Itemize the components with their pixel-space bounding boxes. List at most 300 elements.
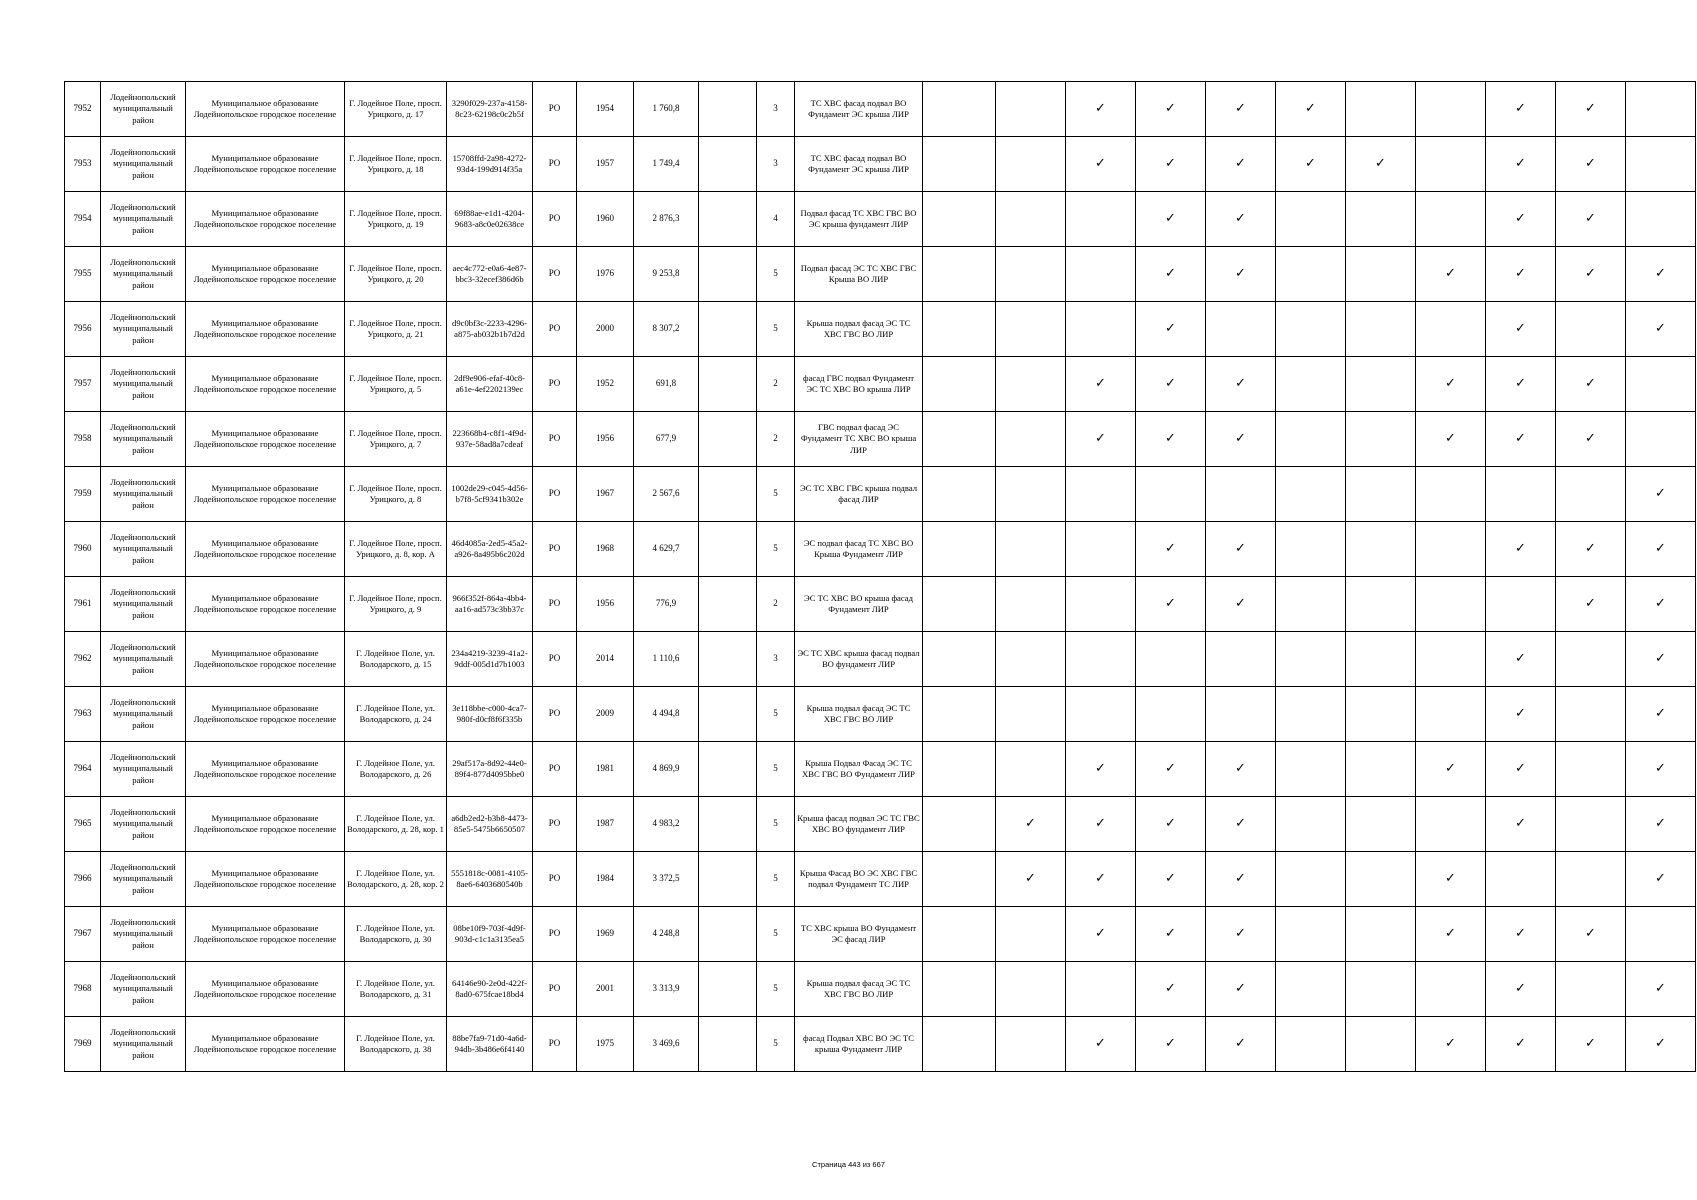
empty-check-cell bbox=[1276, 247, 1346, 302]
empty-check-cell bbox=[1556, 797, 1626, 852]
municipality-cell: Муниципальное образование Лодейнопольское городское поселение bbox=[186, 577, 345, 632]
district-cell: Лодейнопольский муниципальный район bbox=[101, 907, 186, 962]
guid-cell: 88be7fa9-71d0-4a6d-94db-3b486e6f4140 bbox=[447, 1017, 533, 1072]
area-cell: 677,9 bbox=[634, 412, 699, 467]
address-cell: Г. Лодейное Поле, ул. Володарского, д. 28, кор. 1 bbox=[345, 797, 447, 852]
address-cell: Г. Лодейное Поле, ул. Володарского, д. 28, кор. 2 bbox=[345, 852, 447, 907]
empty-check-cell bbox=[996, 632, 1066, 687]
row-id: 7964 bbox=[65, 742, 101, 797]
check-mark-cell: ✓ bbox=[1486, 82, 1556, 137]
empty-check-cell bbox=[1346, 797, 1416, 852]
floors-cell: 5 bbox=[757, 797, 795, 852]
empty-check-cell bbox=[1416, 687, 1486, 742]
table-row bbox=[65, 632, 1696, 687]
works-cell: ГВС подвал фасад ЭС Фундамент ТС ХВС ВО крыша ЛИР bbox=[795, 412, 923, 467]
municipality-cell: Муниципальное образование Лодейнопольское городское поселение bbox=[186, 962, 345, 1017]
empty-check-cell bbox=[996, 247, 1066, 302]
empty-check-cell bbox=[1066, 192, 1136, 247]
row-id: 7955 bbox=[65, 247, 101, 302]
check-mark-cell: ✓ bbox=[1136, 962, 1206, 1017]
empty-check-cell bbox=[1346, 247, 1416, 302]
check-mark-cell: ✓ bbox=[1486, 302, 1556, 357]
municipality-cell: Муниципальное образование Лодейнопольское городское поселение bbox=[186, 797, 345, 852]
guid-cell: 69f88ae-e1d1-4204-9683-a8c0e02638ce bbox=[447, 192, 533, 247]
empty-cell bbox=[699, 742, 757, 797]
empty-cell bbox=[923, 192, 996, 247]
empty-check-cell bbox=[1486, 467, 1556, 522]
guid-cell: a6db2ed2-b3b8-4473-85e5-5475b6650507 bbox=[447, 797, 533, 852]
address-cell: Г. Лодейное Поле, просп. Урицкого, д. 9 bbox=[345, 577, 447, 632]
guid-cell: 08be10f9-703f-4d9f-903d-c1c1a3135ea5 bbox=[447, 907, 533, 962]
check-mark-cell: ✓ bbox=[1346, 137, 1416, 192]
check-mark-cell: ✓ bbox=[1206, 192, 1276, 247]
row-id: 7963 bbox=[65, 687, 101, 742]
empty-check-cell bbox=[1136, 632, 1206, 687]
check-mark-cell: ✓ bbox=[1486, 632, 1556, 687]
check-mark-cell: ✓ bbox=[1136, 522, 1206, 577]
row-id: 7969 bbox=[65, 1017, 101, 1072]
row-id: 7962 bbox=[65, 632, 101, 687]
empty-check-cell bbox=[1276, 632, 1346, 687]
address-cell: Г. Лодейное Поле, ул. Володарского, д. 26 bbox=[345, 742, 447, 797]
year-cell: 1954 bbox=[577, 82, 634, 137]
year-cell: 2000 bbox=[577, 302, 634, 357]
empty-check-cell bbox=[1276, 962, 1346, 1017]
program-cell: РО bbox=[533, 467, 577, 522]
district-cell: Лодейнопольский муниципальный район bbox=[101, 412, 186, 467]
year-cell: 1981 bbox=[577, 742, 634, 797]
empty-check-cell bbox=[1206, 467, 1276, 522]
empty-check-cell bbox=[1346, 1017, 1416, 1072]
floors-cell: 5 bbox=[757, 467, 795, 522]
address-cell: Г. Лодейное Поле, просп. Урицкого, д. 20 bbox=[345, 247, 447, 302]
year-cell: 1960 bbox=[577, 192, 634, 247]
empty-check-cell bbox=[1066, 467, 1136, 522]
district-cell: Лодейнопольский муниципальный район bbox=[101, 1017, 186, 1072]
empty-check-cell bbox=[996, 907, 1066, 962]
check-mark-cell: ✓ bbox=[1556, 247, 1626, 302]
works-cell: Крыша Подвал Фасад ЭС ТС ХВС ГВС ВО Фундамент ЛИР bbox=[795, 742, 923, 797]
district-cell: Лодейнопольский муниципальный район bbox=[101, 632, 186, 687]
table-row bbox=[65, 1017, 1696, 1072]
program-cell: РО bbox=[533, 852, 577, 907]
floors-cell: 5 bbox=[757, 302, 795, 357]
empty-check-cell bbox=[1416, 522, 1486, 577]
check-mark-cell: ✓ bbox=[1136, 907, 1206, 962]
area-cell: 8 307,2 bbox=[634, 302, 699, 357]
check-mark-cell: ✓ bbox=[1136, 302, 1206, 357]
year-cell: 1969 bbox=[577, 907, 634, 962]
check-mark-cell: ✓ bbox=[1066, 797, 1136, 852]
empty-check-cell bbox=[1626, 137, 1696, 192]
page-number: Страница 443 из 667 bbox=[812, 1160, 885, 1169]
program-cell: РО bbox=[533, 412, 577, 467]
floors-cell: 5 bbox=[757, 852, 795, 907]
program-cell: РО bbox=[533, 137, 577, 192]
check-mark-cell: ✓ bbox=[1486, 192, 1556, 247]
empty-check-cell bbox=[1066, 247, 1136, 302]
area-cell: 1 110,6 bbox=[634, 632, 699, 687]
empty-check-cell bbox=[1066, 577, 1136, 632]
program-cell: РО bbox=[533, 522, 577, 577]
address-cell: Г. Лодейное Поле, просп. Урицкого, д. 7 bbox=[345, 412, 447, 467]
year-cell: 1957 bbox=[577, 137, 634, 192]
check-mark-cell: ✓ bbox=[1486, 797, 1556, 852]
check-mark-cell: ✓ bbox=[1486, 1017, 1556, 1072]
municipality-cell: Муниципальное образование Лодейнопольское городское поселение bbox=[186, 742, 345, 797]
check-mark-cell: ✓ bbox=[1556, 907, 1626, 962]
area-cell: 4 983,2 bbox=[634, 797, 699, 852]
empty-cell bbox=[923, 907, 996, 962]
municipality-cell: Муниципальное образование Лодейнопольское городское поселение bbox=[186, 852, 345, 907]
empty-check-cell bbox=[1556, 302, 1626, 357]
year-cell: 1952 bbox=[577, 357, 634, 412]
address-cell: Г. Лодейное Поле, просп. Урицкого, д. 19 bbox=[345, 192, 447, 247]
empty-cell bbox=[699, 192, 757, 247]
empty-cell bbox=[923, 962, 996, 1017]
floors-cell: 5 bbox=[757, 962, 795, 1017]
row-id: 7957 bbox=[65, 357, 101, 412]
empty-cell bbox=[923, 577, 996, 632]
empty-check-cell bbox=[1556, 467, 1626, 522]
check-mark-cell: ✓ bbox=[1206, 742, 1276, 797]
table-row bbox=[65, 467, 1696, 522]
address-cell: Г. Лодейное Поле, ул. Володарского, д. 24 bbox=[345, 687, 447, 742]
empty-check-cell bbox=[1276, 577, 1346, 632]
empty-check-cell bbox=[1346, 687, 1416, 742]
check-mark-cell: ✓ bbox=[1206, 412, 1276, 467]
area-cell: 1 760,8 bbox=[634, 82, 699, 137]
address-cell: Г. Лодейное Поле, ул. Володарского, д. 31 bbox=[345, 962, 447, 1017]
check-mark-cell: ✓ bbox=[1486, 907, 1556, 962]
empty-check-cell bbox=[1346, 302, 1416, 357]
guid-cell: 234a4219-3239-41a2-9ddf-005d1d7b1003 bbox=[447, 632, 533, 687]
empty-check-cell bbox=[1346, 192, 1416, 247]
check-mark-cell: ✓ bbox=[1206, 82, 1276, 137]
area-cell: 2 567,6 bbox=[634, 467, 699, 522]
empty-cell bbox=[923, 852, 996, 907]
empty-cell bbox=[699, 797, 757, 852]
empty-check-cell bbox=[996, 357, 1066, 412]
floors-cell: 3 bbox=[757, 632, 795, 687]
district-cell: Лодейнопольский муниципальный район bbox=[101, 577, 186, 632]
empty-check-cell bbox=[1276, 687, 1346, 742]
empty-check-cell bbox=[1346, 742, 1416, 797]
empty-check-cell bbox=[996, 962, 1066, 1017]
empty-check-cell bbox=[1346, 467, 1416, 522]
check-mark-cell: ✓ bbox=[1136, 412, 1206, 467]
empty-check-cell bbox=[1276, 522, 1346, 577]
check-mark-cell: ✓ bbox=[1066, 852, 1136, 907]
check-mark-cell: ✓ bbox=[1206, 907, 1276, 962]
table-row bbox=[65, 852, 1696, 907]
guid-cell: aec4c772-e0a6-4e87-bbc3-32ecef386d6b bbox=[447, 247, 533, 302]
table-row bbox=[65, 522, 1696, 577]
program-cell: РО bbox=[533, 1017, 577, 1072]
empty-check-cell bbox=[1626, 192, 1696, 247]
check-mark-cell: ✓ bbox=[1626, 742, 1696, 797]
empty-check-cell bbox=[1346, 357, 1416, 412]
floors-cell: 5 bbox=[757, 907, 795, 962]
year-cell: 1967 bbox=[577, 467, 634, 522]
empty-cell bbox=[699, 357, 757, 412]
empty-check-cell bbox=[1346, 82, 1416, 137]
check-mark-cell: ✓ bbox=[1206, 522, 1276, 577]
empty-check-cell bbox=[1346, 522, 1416, 577]
works-cell: Крыша фасад подвал ЭС ТС ГВС ХВС ВО фундамент ЛИР bbox=[795, 797, 923, 852]
works-cell: ТС ХВС крыша ВО Фундамент ЭС фасад ЛИР bbox=[795, 907, 923, 962]
check-mark-cell: ✓ bbox=[1206, 852, 1276, 907]
year-cell: 1956 bbox=[577, 577, 634, 632]
year-cell: 1984 bbox=[577, 852, 634, 907]
municipality-cell: Муниципальное образование Лодейнопольское городское поселение bbox=[186, 1017, 345, 1072]
municipality-cell: Муниципальное образование Лодейнопольское городское поселение bbox=[186, 632, 345, 687]
municipality-cell: Муниципальное образование Лодейнопольское городское поселение bbox=[186, 412, 345, 467]
district-cell: Лодейнопольский муниципальный район bbox=[101, 467, 186, 522]
district-cell: Лодейнопольский муниципальный район bbox=[101, 852, 186, 907]
empty-check-cell bbox=[1416, 797, 1486, 852]
check-mark-cell: ✓ bbox=[1136, 577, 1206, 632]
works-cell: ЭС подвал фасад ТС ХВС ВО Крыша Фундамент ЛИР bbox=[795, 522, 923, 577]
municipality-cell: Муниципальное образование Лодейнопольское городское поселение bbox=[186, 192, 345, 247]
empty-check-cell bbox=[1346, 907, 1416, 962]
row-id: 7961 bbox=[65, 577, 101, 632]
check-mark-cell: ✓ bbox=[1626, 632, 1696, 687]
check-mark-cell: ✓ bbox=[1066, 137, 1136, 192]
guid-cell: 46d4085a-2ed5-45a2-a926-8a495b6c202d bbox=[447, 522, 533, 577]
empty-check-cell bbox=[1556, 687, 1626, 742]
check-mark-cell: ✓ bbox=[1626, 797, 1696, 852]
check-mark-cell: ✓ bbox=[1486, 522, 1556, 577]
row-id: 7967 bbox=[65, 907, 101, 962]
table-row bbox=[65, 797, 1696, 852]
area-cell: 9 253,8 bbox=[634, 247, 699, 302]
area-cell: 2 876,3 bbox=[634, 192, 699, 247]
floors-cell: 5 bbox=[757, 687, 795, 742]
works-cell: фасад Подвал ХВС ВО ЭС ТС крыша Фундамент ЛИР bbox=[795, 1017, 923, 1072]
check-mark-cell: ✓ bbox=[1206, 797, 1276, 852]
empty-check-cell bbox=[1276, 467, 1346, 522]
empty-check-cell bbox=[1206, 632, 1276, 687]
municipality-cell: Муниципальное образование Лодейнопольское городское поселение bbox=[186, 302, 345, 357]
municipality-cell: Муниципальное образование Лодейнопольское городское поселение bbox=[186, 137, 345, 192]
area-cell: 1 749,4 bbox=[634, 137, 699, 192]
empty-check-cell bbox=[1066, 302, 1136, 357]
guid-cell: 223668b4-c8f1-4f9d-937e-58ad8a7cdeaf bbox=[447, 412, 533, 467]
program-cell: РО bbox=[533, 302, 577, 357]
municipality-cell: Муниципальное образование Лодейнопольское городское поселение bbox=[186, 82, 345, 137]
empty-check-cell bbox=[1416, 137, 1486, 192]
table-row bbox=[65, 192, 1696, 247]
empty-cell bbox=[699, 467, 757, 522]
district-cell: Лодейнопольский муниципальный район bbox=[101, 192, 186, 247]
year-cell: 1987 bbox=[577, 797, 634, 852]
works-cell: фасад ГВС подвал Фундамент ЭС ТС ХВС ВО крыша ЛИР bbox=[795, 357, 923, 412]
empty-check-cell bbox=[996, 302, 1066, 357]
empty-check-cell bbox=[1416, 467, 1486, 522]
works-cell: Крыша подвал фасад ЭС ТС ХВС ГВС ВО ЛИР bbox=[795, 687, 923, 742]
table-row bbox=[65, 302, 1696, 357]
row-id: 7956 bbox=[65, 302, 101, 357]
empty-check-cell bbox=[1626, 412, 1696, 467]
works-cell: Подвал фасад ЭС ТС ХВС ГВС Крыша ВО ЛИР bbox=[795, 247, 923, 302]
empty-cell bbox=[923, 797, 996, 852]
program-cell: РО bbox=[533, 247, 577, 302]
row-id: 7959 bbox=[65, 467, 101, 522]
empty-check-cell bbox=[996, 687, 1066, 742]
empty-check-cell bbox=[1276, 1017, 1346, 1072]
check-mark-cell: ✓ bbox=[1556, 192, 1626, 247]
year-cell: 1968 bbox=[577, 522, 634, 577]
empty-cell bbox=[699, 577, 757, 632]
empty-check-cell bbox=[1066, 632, 1136, 687]
empty-check-cell bbox=[1346, 632, 1416, 687]
check-mark-cell: ✓ bbox=[1136, 1017, 1206, 1072]
check-mark-cell: ✓ bbox=[1136, 247, 1206, 302]
district-cell: Лодейнопольский муниципальный район bbox=[101, 137, 186, 192]
check-mark-cell: ✓ bbox=[1556, 82, 1626, 137]
empty-check-cell bbox=[1416, 302, 1486, 357]
empty-cell bbox=[923, 687, 996, 742]
guid-cell: 3e118bbe-c000-4ca7-980f-d0cf8f6f335b bbox=[447, 687, 533, 742]
empty-cell bbox=[923, 632, 996, 687]
check-mark-cell: ✓ bbox=[1206, 247, 1276, 302]
empty-cell bbox=[699, 852, 757, 907]
check-mark-cell: ✓ bbox=[1136, 357, 1206, 412]
empty-check-cell bbox=[1276, 742, 1346, 797]
year-cell: 2014 bbox=[577, 632, 634, 687]
district-cell: Лодейнопольский муниципальный район bbox=[101, 357, 186, 412]
area-cell: 691,8 bbox=[634, 357, 699, 412]
check-mark-cell: ✓ bbox=[1066, 1017, 1136, 1072]
area-cell: 4 494,8 bbox=[634, 687, 699, 742]
address-cell: Г. Лодейное Поле, просп. Урицкого, д. 17 bbox=[345, 82, 447, 137]
municipality-cell: Муниципальное образование Лодейнопольское городское поселение bbox=[186, 357, 345, 412]
check-mark-cell: ✓ bbox=[1136, 797, 1206, 852]
empty-cell bbox=[699, 412, 757, 467]
check-mark-cell: ✓ bbox=[1556, 577, 1626, 632]
works-cell: ТС ХВС фасад подвал ВО Фундамент ЭС крыша ЛИР bbox=[795, 137, 923, 192]
table-row bbox=[65, 907, 1696, 962]
empty-check-cell bbox=[996, 577, 1066, 632]
guid-cell: 64146e90-2e0d-422f-8ad0-675fcae18bd4 bbox=[447, 962, 533, 1017]
empty-cell bbox=[923, 357, 996, 412]
check-mark-cell: ✓ bbox=[1626, 687, 1696, 742]
check-mark-cell: ✓ bbox=[1626, 467, 1696, 522]
empty-check-cell bbox=[1626, 907, 1696, 962]
check-mark-cell: ✓ bbox=[1206, 137, 1276, 192]
program-cell: РО bbox=[533, 797, 577, 852]
row-id: 7960 bbox=[65, 522, 101, 577]
check-mark-cell: ✓ bbox=[1136, 192, 1206, 247]
table-row bbox=[65, 962, 1696, 1017]
address-cell: Г. Лодейное Поле, просп. Урицкого, д. 8, кор. А bbox=[345, 522, 447, 577]
empty-cell bbox=[923, 742, 996, 797]
empty-cell bbox=[699, 632, 757, 687]
empty-cell bbox=[699, 962, 757, 1017]
check-mark-cell: ✓ bbox=[1486, 687, 1556, 742]
area-cell: 4 629,7 bbox=[634, 522, 699, 577]
empty-cell bbox=[699, 302, 757, 357]
check-mark-cell: ✓ bbox=[1066, 82, 1136, 137]
district-cell: Лодейнопольский муниципальный район bbox=[101, 302, 186, 357]
guid-cell: d9c0bf3c-2233-4296-a875-ab032b1b7d2d bbox=[447, 302, 533, 357]
empty-check-cell bbox=[1276, 852, 1346, 907]
empty-check-cell bbox=[1276, 412, 1346, 467]
program-cell: РО bbox=[533, 907, 577, 962]
check-mark-cell: ✓ bbox=[1416, 907, 1486, 962]
guid-cell: 1002de29-c045-4d56-b7f8-5cf9341b302e bbox=[447, 467, 533, 522]
works-cell: ТС ХВС фасад подвал ВО Фундамент ЭС крыша ЛИР bbox=[795, 82, 923, 137]
address-cell: Г. Лодейное Поле, просп. Урицкого, д. 18 bbox=[345, 137, 447, 192]
area-cell: 3 469,6 bbox=[634, 1017, 699, 1072]
guid-cell: 15708ffd-2a98-4272-93d4-199d914f35a bbox=[447, 137, 533, 192]
empty-check-cell bbox=[1416, 632, 1486, 687]
check-mark-cell: ✓ bbox=[1136, 852, 1206, 907]
check-mark-cell: ✓ bbox=[1206, 1017, 1276, 1072]
check-mark-cell: ✓ bbox=[1486, 412, 1556, 467]
check-mark-cell: ✓ bbox=[1486, 742, 1556, 797]
floors-cell: 4 bbox=[757, 192, 795, 247]
municipality-cell: Муниципальное образование Лодейнопольское городское поселение bbox=[186, 247, 345, 302]
district-cell: Лодейнопольский муниципальный район bbox=[101, 247, 186, 302]
check-mark-cell: ✓ bbox=[996, 852, 1066, 907]
empty-check-cell bbox=[996, 1017, 1066, 1072]
municipality-cell: Муниципальное образование Лодейнопольское городское поселение bbox=[186, 687, 345, 742]
empty-check-cell bbox=[1276, 357, 1346, 412]
empty-cell bbox=[923, 1017, 996, 1072]
empty-check-cell bbox=[1066, 522, 1136, 577]
area-cell: 4 869,9 bbox=[634, 742, 699, 797]
row-id: 7968 bbox=[65, 962, 101, 1017]
check-mark-cell: ✓ bbox=[1486, 137, 1556, 192]
empty-check-cell bbox=[1556, 632, 1626, 687]
program-cell: РО bbox=[533, 192, 577, 247]
empty-check-cell bbox=[1276, 302, 1346, 357]
empty-cell bbox=[923, 522, 996, 577]
check-mark-cell: ✓ bbox=[1626, 247, 1696, 302]
table-row bbox=[65, 577, 1696, 632]
empty-cell bbox=[699, 1017, 757, 1072]
check-mark-cell: ✓ bbox=[1066, 907, 1136, 962]
check-mark-cell: ✓ bbox=[1626, 522, 1696, 577]
empty-cell bbox=[699, 522, 757, 577]
row-id: 7954 bbox=[65, 192, 101, 247]
empty-check-cell bbox=[1276, 797, 1346, 852]
district-cell: Лодейнопольский муниципальный район bbox=[101, 797, 186, 852]
empty-cell bbox=[699, 247, 757, 302]
program-cell: РО bbox=[533, 82, 577, 137]
empty-check-cell bbox=[1486, 577, 1556, 632]
floors-cell: 2 bbox=[757, 577, 795, 632]
address-cell: Г. Лодейное Поле, ул. Володарского, д. 15 bbox=[345, 632, 447, 687]
check-mark-cell: ✓ bbox=[1626, 577, 1696, 632]
works-cell: Подвал фасад ТС ХВС ГВС ВО ЭС крыша фундамент ЛИР bbox=[795, 192, 923, 247]
table-row bbox=[65, 412, 1696, 467]
program-cell: РО bbox=[533, 632, 577, 687]
row-id: 7952 bbox=[65, 82, 101, 137]
works-cell: Крыша Фасад ВО ЭС ХВС ГВС подвал Фундамент ТС ЛИР bbox=[795, 852, 923, 907]
empty-cell bbox=[923, 412, 996, 467]
check-mark-cell: ✓ bbox=[1206, 357, 1276, 412]
works-cell: ЭС ТС ХВС крыша фасад подвал ВО фундамент ЛИР bbox=[795, 632, 923, 687]
check-mark-cell: ✓ bbox=[1276, 82, 1346, 137]
empty-check-cell bbox=[1276, 907, 1346, 962]
check-mark-cell: ✓ bbox=[1066, 742, 1136, 797]
check-mark-cell: ✓ bbox=[1416, 412, 1486, 467]
floors-cell: 5 bbox=[757, 742, 795, 797]
check-mark-cell: ✓ bbox=[1416, 357, 1486, 412]
